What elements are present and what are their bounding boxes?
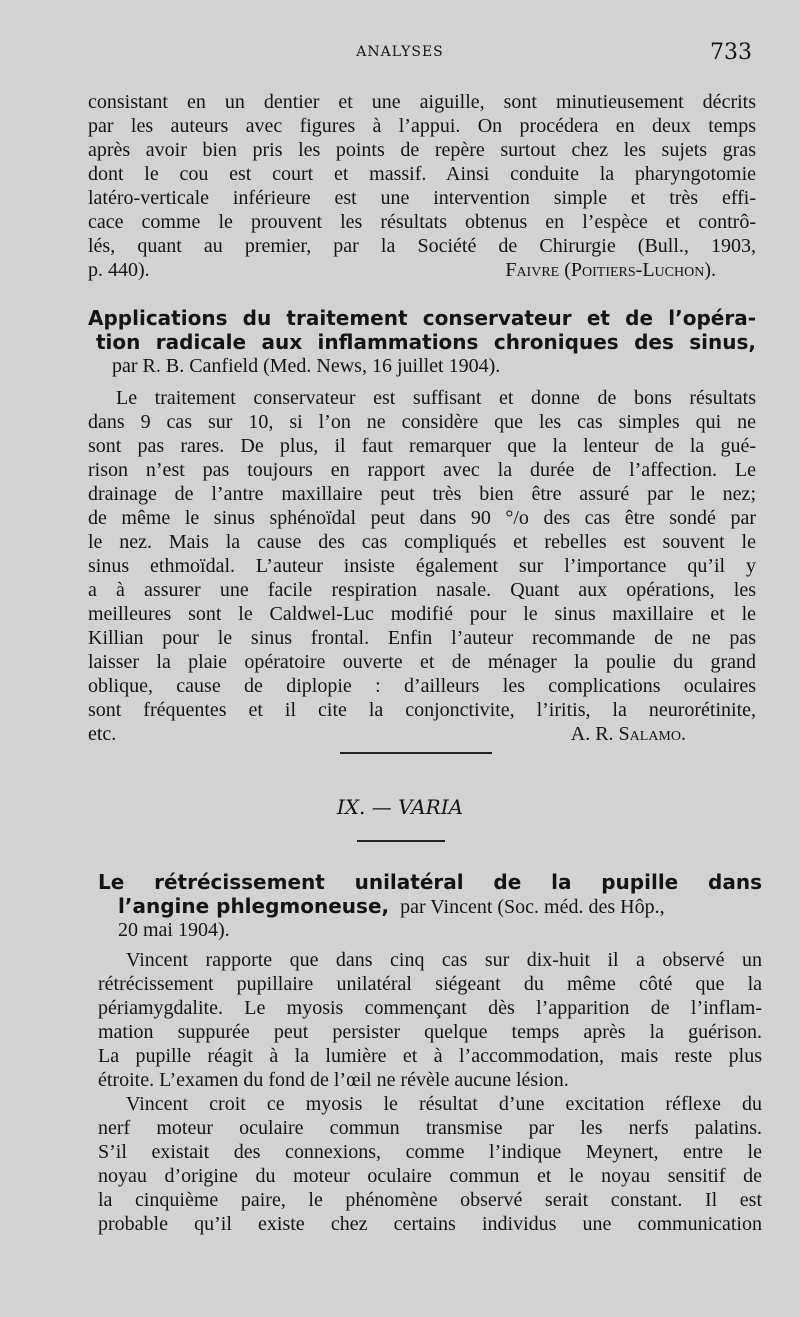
text-line: dont le cou est court et massif. Ainsi conduite la pharyngotomie <box>88 163 756 185</box>
text-line: dans 9 cas sur 10, si l’on ne considère que les cas simples qui ne <box>88 411 756 433</box>
text-line: Vincent rapporte que dans cinq cas sur dix-huit il a observé un <box>126 949 762 971</box>
article-title: Le rétrécissement unilatéral de la pupille dans <box>98 870 762 894</box>
article-byline: par R. B. Canfield (Med. News, 16 juillet 1904). <box>112 355 501 377</box>
text-line: La pupille réagit à la lumière et à l’accommodation, mais reste plus <box>98 1045 762 1067</box>
article-vincent <box>98 870 762 1236</box>
page-number: 733 <box>710 40 752 65</box>
text-line: par les auteurs avec figures à l’appui. On procédera en deux temps <box>88 115 756 137</box>
text-line: oblique, cause de diplopie : d’ailleurs les complications oculaires <box>88 675 756 697</box>
text-line: S’il existait des connexions, comme l’indique Meynert, entre le <box>98 1141 762 1163</box>
text-line: rétrécissement pupillaire unilatéral siégeant du même côté que la <box>98 973 762 995</box>
article-title: Applications du traitement conservateur et de l’opéra- <box>88 306 756 330</box>
text-line: de même le sinus sphénoïdal peut dans 90 °/o des cas être sondé par <box>88 507 756 529</box>
text-line: la cinquième paire, le phénomène observé serait constant. Il est <box>98 1189 762 1211</box>
divider-rule <box>357 840 445 842</box>
text-line: périamygdalite. Le myosis commençant dès l’apparition de l’inflam- <box>98 997 762 1019</box>
text-line: nerf moteur oculaire commun transmise par les nerfs palatins. <box>98 1117 762 1139</box>
author-signature: Faivre (Poitiers-Luchon). <box>505 259 716 281</box>
text-line: meilleures sont le Caldwel-Luc modifié pour le sinus maxillaire et le <box>88 603 756 625</box>
article-date: 20 mai 1904). <box>118 919 230 941</box>
author-signature: A. R. Salamo. <box>570 723 686 745</box>
section-heading: IX. — VARIA <box>336 795 464 819</box>
text-line: le nez. Mais la cause des cas compliqués et rebelles est souvent le <box>88 531 756 553</box>
text-line: Vincent croit ce myosis le résultat d’une excitation réflexe du <box>126 1093 762 1115</box>
text-line: noyau d’origine du moteur oculaire commun et le noyau sensitif de <box>98 1165 762 1187</box>
text-line: sont pas rares. De plus, il faut remarquer que la lenteur de la gué- <box>88 435 756 457</box>
text-line: après avoir bien pris les points de repère surtout chez les sujets gras <box>88 139 756 161</box>
text-line: sinus ethmoïdal. L’auteur insiste également sur l’importance qu’il y <box>88 555 756 577</box>
text-line: etc. <box>88 723 117 745</box>
text-line: consistant en un dentier et une aiguille, sont minutieusement décrits <box>88 91 756 113</box>
text-line: lés, quant au premier, par la Société de Chirurgie (Bull., 1903, <box>88 235 756 257</box>
article-title: tion radicale aux inflammations chroniques des sinus, <box>96 330 756 354</box>
text-line: Le traitement conservateur est suffisant et donne de bons résultats <box>116 387 756 409</box>
running-header: ANALYSES <box>356 44 444 60</box>
text-line: p. 440). <box>88 259 150 281</box>
signature-line <box>88 722 756 746</box>
text-line: cace comme le prouvent les résultats obtenus en l’espèce et contrô- <box>88 211 756 233</box>
text-line: probable qu’il existe chez certains individus une communication <box>98 1213 762 1235</box>
text-line: Killian pour le sinus frontal. Enfin l’auteur recommande de ne pas <box>88 627 756 649</box>
divider-rule <box>340 752 492 754</box>
text-line: laisser la plaie opératoire ouverte et de ménager la poulie du grand <box>88 651 756 673</box>
article-byline: par Vincent (Soc. méd. des Hôp., <box>400 896 665 918</box>
text-line: drainage de l’antre maxillaire peut très bien être assuré par le nez; <box>88 483 756 505</box>
signature-line <box>88 258 756 282</box>
text-line: étroite. L’examen du fond de l’œil ne révèle aucune lésion. <box>98 1069 569 1091</box>
previous-article-ending <box>88 90 756 282</box>
text-line: sont fréquentes et il cite la conjonctivite, l’iritis, la neurorétinite, <box>88 699 756 721</box>
article-title: l’angine phlegmoneuse, <box>118 894 390 918</box>
text-line: rison n’est pas toujours en rapport avec la durée de l’affection. Le <box>88 459 756 481</box>
text-line: latéro-verticale inférieure est une intervention simple et très effi- <box>88 187 756 209</box>
article-canfield <box>88 306 756 746</box>
text-line: a à assurer une facile respiration nasale. Quant aux opérations, les <box>88 579 756 601</box>
article-title-line <box>98 894 762 918</box>
text-line: mation suppurée peut persister quelque temps après la guérison. <box>98 1021 762 1043</box>
